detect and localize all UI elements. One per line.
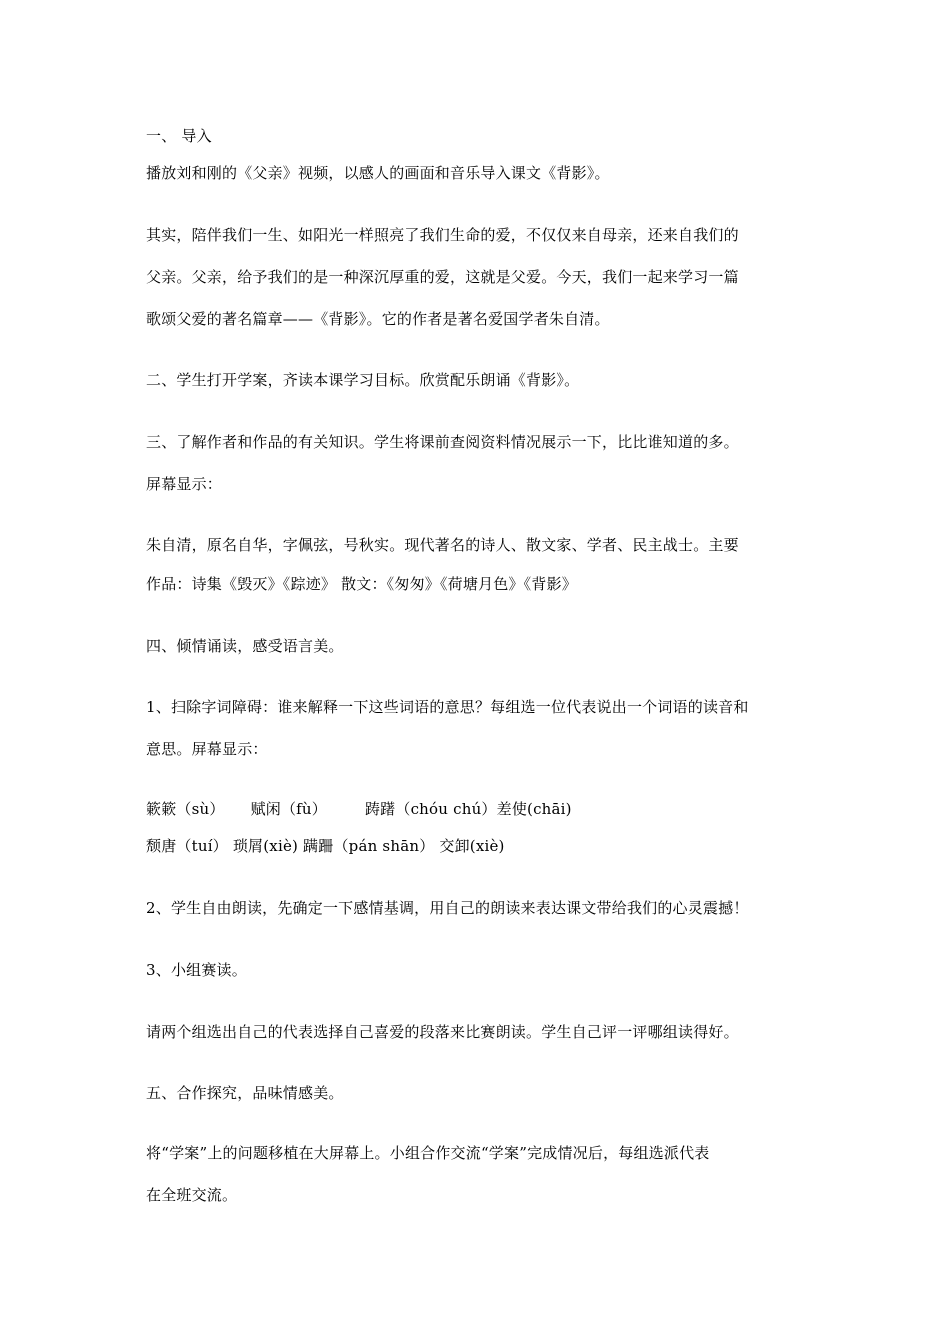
paragraph-line: 朱自清，原名自华，字佩弦，号秋实。现代著名的诗人、散文家、学者、民主战士。主要 <box>146 536 739 554</box>
section-heading-five: 五、合作探究，品味情感美。 <box>146 1084 344 1102</box>
paragraph-line: 播放刘和刚的《父亲》视频，以感人的画面和音乐导入课文《背影》。 <box>146 164 610 182</box>
vocabulary-line <box>146 799 572 819</box>
paragraph-line: 意思。屏幕显示： <box>146 740 268 758</box>
paragraph-line: 请两个组选出自己的代表选择自己喜爱的段落来比赛朗读。学生自己评一评哪组读得好。 <box>146 1023 739 1041</box>
section-heading-intro: 一、 导入 <box>146 127 212 145</box>
vocabulary-line: 颓唐（tuí） 琐屑(xiè) 蹒跚（pán shān） 交卸(xiè) <box>146 837 505 855</box>
paragraph-line: 3、小组赛读。 <box>146 961 247 979</box>
paragraph-line: 将“学案”上的问题移植在大屏幕上。小组合作交流“学案”完成情况后，每组选派代表 <box>146 1144 710 1162</box>
vocab-item: 赋闲（fù） <box>250 800 327 818</box>
paragraph-line: 其实，陪伴我们一生、如阳光一样照亮了我们生命的爱，不仅仅来自母亲，还来自我们的 <box>146 226 739 244</box>
paragraph-line: 1、扫除字词障碍：谁来解释一下这些词语的意思？每组选一位代表说出一个词语的读音和 <box>146 698 749 716</box>
section-heading-four: 四、倾情诵读，感受语言美。 <box>146 637 344 655</box>
paragraph-line: 2、学生自由朗读，先确定一下感情基调，用自己的朗读来表达课文带给我们的心灵震撼！ <box>146 899 749 917</box>
paragraph-line: 父亲。父亲，给予我们的是一种深沉厚重的爱，这就是父爱。今天，我们一起来学习一篇 <box>146 268 739 286</box>
paragraph-line: 作品：诗集《毁灭》《踪迹》 散文：《匆匆》《荷塘月色》《背影》 <box>146 575 577 593</box>
paragraph-line: 屏幕显示： <box>146 475 223 493</box>
vocab-item: 踌躇（chóu chú）差使(chāi) <box>364 800 572 818</box>
section-heading-two: 二、学生打开学案，齐读本课学习目标。欣赏配乐朗诵《背影》。 <box>146 371 580 389</box>
paragraph-line: 在全班交流。 <box>146 1186 238 1204</box>
vocab-item: 簌簌（sù） <box>146 800 225 818</box>
section-heading-three: 三、了解作者和作品的有关知识。学生将课前查阅资料情况展示一下，比比谁知道的多。 <box>146 433 739 451</box>
paragraph-line: 歌颂父爱的著名篇章——《背影》。它的作者是著名爱国学者朱自清。 <box>146 310 610 328</box>
